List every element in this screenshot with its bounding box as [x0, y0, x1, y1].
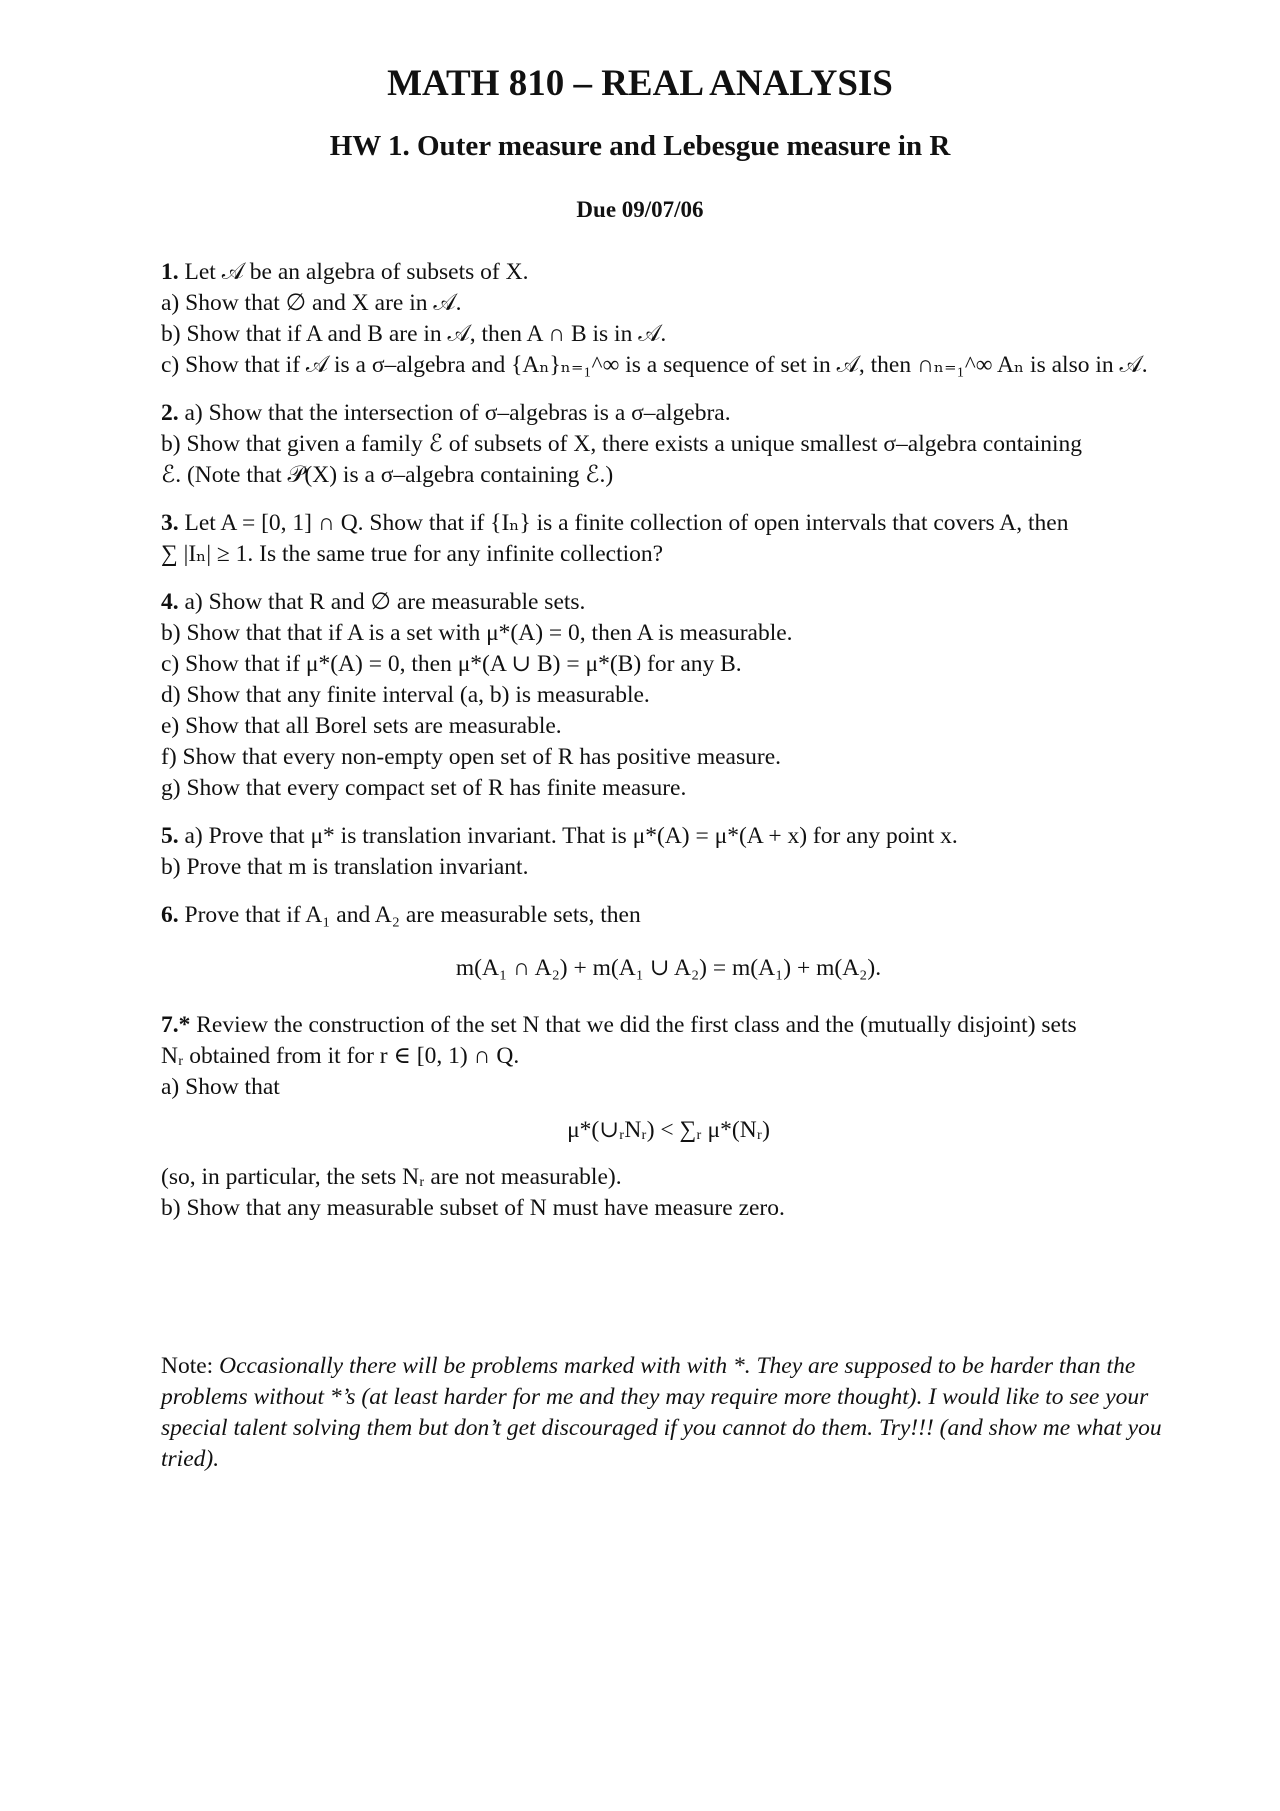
display-equation: m(A₁ ∩ A₂) + m(A₁ ∪ A₂) = m(A₁) + m(A₂). — [455, 955, 882, 981]
problem-line: (so, in particular, the sets Nᵣ are not measurable). — [161, 1164, 622, 1190]
problem-line — [161, 1010, 1176, 1041]
problem-2 — [161, 398, 1176, 491]
problem-7 — [161, 1010, 1176, 1224]
problem-line: e) Show that all Borel sets are measurable. — [161, 713, 562, 739]
problem-line: c) Show that if 𝒜 is a σ–algebra and {Aₙ}ₙ₌₁^∞ is a sequence of set in 𝒜, then ∩ₙ₌₁^∞ Aₙ is also in 𝒜. — [161, 352, 1148, 378]
problem-line: b) Show that any measurable subset of N must have measure zero. — [161, 1195, 785, 1221]
problem-line: b) Show that that if A is a set with μ*(A) = 0, then A is measurable. — [161, 620, 793, 646]
problem-line: c) Show that if μ*(A) = 0, then μ*(A ∪ B) = μ*(B) for any B. — [161, 651, 742, 677]
problem-list — [161, 257, 1176, 1475]
problem-line: a) Show that — [161, 1074, 280, 1100]
problem-line — [161, 900, 1176, 931]
problem-text: Let A = [0, 1] ∩ Q. Show that if {Iₙ} is a finite collection of open intervals that covers A, then — [184, 510, 1069, 536]
problem-line — [161, 508, 1176, 539]
problem-number: 1. — [161, 259, 179, 285]
course-title: MATH 810 – REAL ANALYSIS — [387, 63, 893, 104]
display-inequality: μ*(∪ᵣNᵣ) < ∑ᵣ μ*(Nᵣ) — [567, 1117, 770, 1143]
problem-line: f) Show that every non-empty open set of R has positive measure. — [161, 744, 781, 770]
problem-line — [161, 587, 1176, 618]
problem-line: ℰ. (Note that 𝒫(X) is a σ–algebra containing ℰ.) — [161, 462, 614, 488]
problem-line — [161, 257, 1176, 288]
problem-text: Prove that if A₁ and A₂ are measurable sets, then — [184, 902, 641, 928]
problem-line: Nᵣ obtained from it for r ∈ [0, 1) ∩ Q. — [161, 1043, 520, 1069]
note-paragraph — [161, 1351, 1176, 1475]
problem-5 — [161, 821, 1176, 883]
note-text: Occasionally there will be problems marked with with *. They are supposed to be harder than the problems without *’s (at least harder for me and they may require more thought). I would like to see your special talent solving them but don’t get discouraged if you cannot do them. Try!!! (and show me what you tried). — [161, 1353, 1162, 1472]
problem-number: 2. — [161, 400, 179, 426]
problem-line: b) Show that if A and B are in 𝒜, then A ∩ B is in 𝒜. — [161, 321, 667, 347]
problem-number: 4. — [161, 589, 179, 615]
problem-number: 7.* — [161, 1012, 191, 1038]
note-label: Note: — [161, 1353, 214, 1379]
due-date: Due 09/07/06 — [576, 197, 704, 222]
problem-line: b) Show that given a family ℰ of subsets of X, there exists a unique smallest σ–algebra containing — [161, 431, 1082, 457]
problem-line: g) Show that every compact set of R has finite measure. — [161, 775, 687, 801]
problem-6 — [161, 900, 1176, 984]
problem-text: Let 𝒜 be an algebra of subsets of X. — [184, 259, 529, 285]
problem-text: a) Show that the intersection of σ–algebras is a σ–algebra. — [184, 400, 731, 426]
problem-1 — [161, 257, 1176, 381]
problem-line — [161, 821, 1176, 852]
problem-text: a) Show that R and ∅ are measurable sets. — [184, 589, 586, 615]
homework-title: HW 1. Outer measure and Lebesgue measure in R — [329, 130, 951, 162]
problem-text: a) Prove that μ* is translation invariant. That is μ*(A) = μ*(A + x) for any point x. — [184, 823, 958, 849]
problem-text: Review the construction of the set N that we did the first class and the (mutually disjoint) sets — [196, 1012, 1077, 1038]
problem-line: a) Show that ∅ and X are in 𝒜. — [161, 290, 462, 316]
problem-number: 3. — [161, 510, 179, 536]
problem-line: ∑ |Iₙ| ≥ 1. Is the same true for any infinite collection? — [161, 541, 664, 567]
problem-3 — [161, 508, 1176, 570]
problem-4 — [161, 587, 1176, 804]
spacer — [161, 1241, 1176, 1351]
problem-line: b) Prove that m is translation invariant. — [161, 854, 529, 880]
problem-line: d) Show that any finite interval (a, b) is measurable. — [161, 682, 650, 708]
problem-number: 6. — [161, 902, 179, 928]
problem-number: 5. — [161, 823, 179, 849]
problem-line — [161, 398, 1176, 429]
